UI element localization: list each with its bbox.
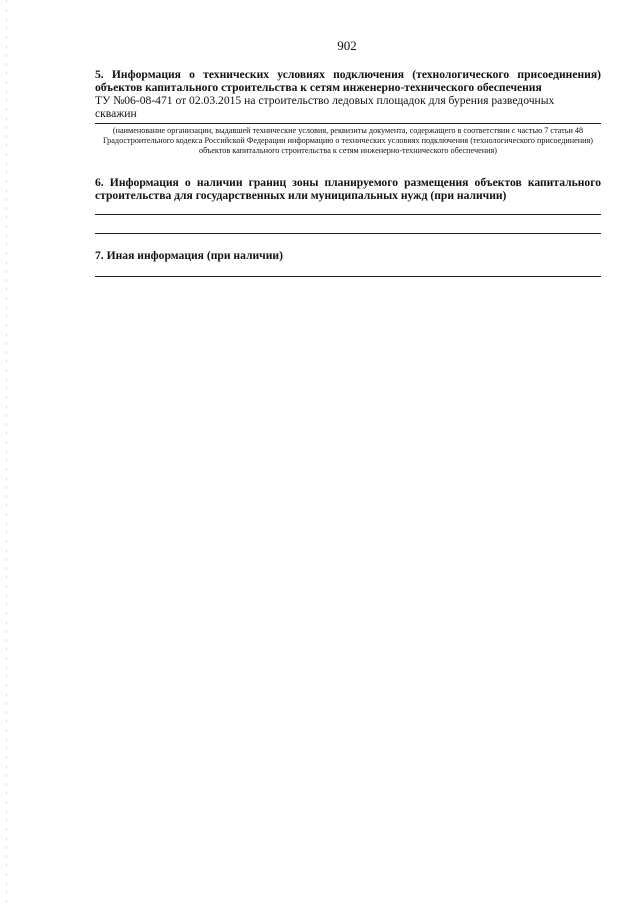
section-7-line-1 [95, 276, 601, 277]
scan-edge [6, 0, 7, 905]
section-7-heading: 7. Иная информация (при наличии) [95, 249, 283, 262]
section-5-value-line-2: скважин [95, 107, 137, 120]
section-5 [95, 68, 601, 120]
section-6-line-1 [95, 214, 601, 215]
section-6-line-2 [95, 233, 601, 234]
section-5-value-line-1: ТУ №06-08-471 от 02.03.2015 на строительство ледовых площадок для бурения разведочных [95, 94, 555, 107]
section-5-value-underline [95, 123, 601, 124]
section-7 [95, 249, 601, 262]
section-5-caption: (наименование организации, выдавшей технические условия, реквизиты документа, содержащего в соответствии с частью 7 статьи 48 Градостроительного кодекса Российской Федерации информацию о технических условиях подключения (технологического присоединения) объектов капитального строительства к сетям инженерно-технического обеспечения) [102, 126, 594, 155]
page-number: 902 [337, 38, 357, 53]
section-6 [95, 176, 601, 202]
section-5-value [95, 94, 601, 120]
section-5-heading: 5. Информация о технических условиях подключения (технологического присоединения) объектов капитального строительства к сетям инженерно-технического обеспечения [95, 68, 601, 94]
section-6-heading: 6. Информация о наличии границ зоны планируемого размещения объектов капитального строительства для государственных или муниципальных нужд (при наличии) [95, 176, 601, 202]
